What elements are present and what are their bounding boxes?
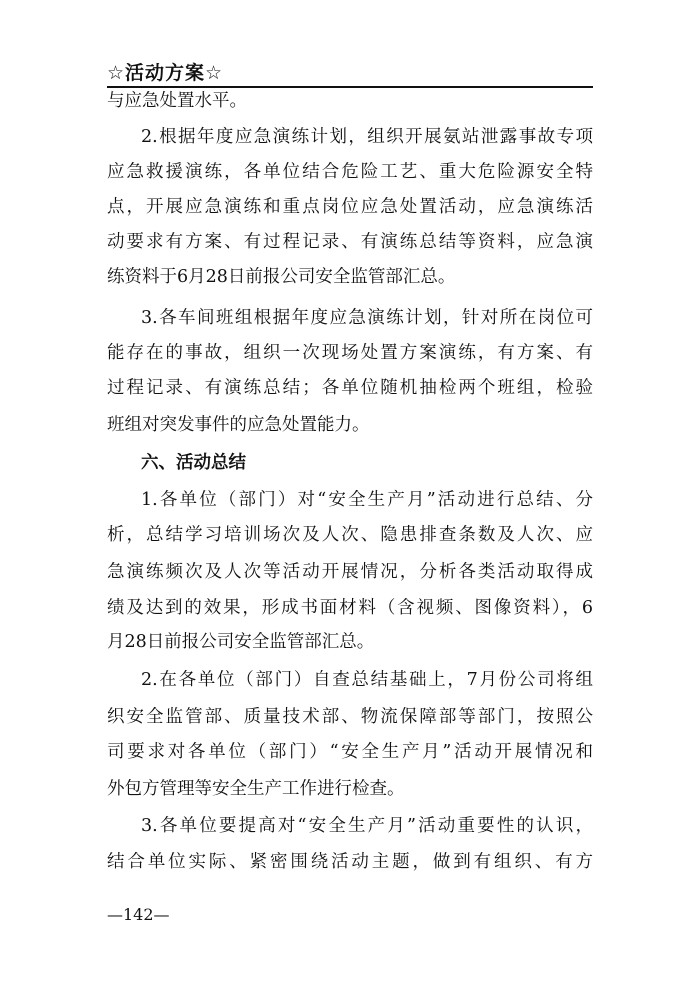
paragraph-first-line: 2.根据年度应急演练计划，组织开展氨站泄露事故专项 [141,127,593,147]
paragraph-first-line: 3.各车间班组根据年度应急演练计划，针对所在岗位可 [141,308,593,328]
paragraph-first-line: 1.各单位（部门）对“安全生产月”活动进行总结、分 [141,490,593,510]
header-rule [107,86,593,88]
text-line: 司要求对各单位（部门）“安全生产月”活动开展情况和 [107,742,593,762]
text-line: 急演练频次及人次等活动开展情况，分析各类活动取得成 [107,562,593,582]
text-line: 与应急处置水平。 [107,91,247,111]
text-line: 能存在的事故，组织一次现场处置方案演练，有方案、有 [107,343,593,363]
text-line: 练资料于6月28日前报公司安全监管部汇总。 [107,267,456,287]
text-line: 点，开展应急演练和重点岗位应急处置活动，应急演练活 [107,197,593,217]
text-line: 过程记录、有演练总结；各单位随机抽检两个班组，检验 [107,378,593,398]
paragraph-first-line: 2.在各单位（部门）自查总结基础上，7月份公司将组 [141,670,593,690]
text-line: 织安全监管部、质量技术部、物流保障部等部门，按照公 [107,707,593,727]
text-line: 月28日前报公司安全监管部汇总。 [107,632,375,652]
text-line: 应急救援演练，各单位结合危险工艺、重大危险源安全特 [107,162,593,182]
text-line: 班组对突发事件的应急处置能力。 [107,415,370,435]
text-line: 动要求有方案、有过程记录、有演练总结等资料，应急演 [107,232,593,252]
page-number: —142— [107,905,170,924]
text-line: 外包方管理等安全生产工作进行检查。 [107,779,405,799]
section-heading: 六、活动总结 [141,453,246,473]
paragraph-first-line: 3.各单位要提高对“安全生产月”活动重要性的认识， [141,816,593,836]
text-line: 析，总结学习培训场次及人次、隐患排查条数及人次、应 [107,525,593,545]
running-header [107,54,593,90]
text-line: 绩及达到的效果，形成书面材料（含视频、图像资料），6 [107,598,593,618]
running-header-title: ☆活动方案☆ [107,62,224,84]
text-line: 结合单位实际、紧密围绕活动主题，做到有组织、有方 [107,852,593,872]
